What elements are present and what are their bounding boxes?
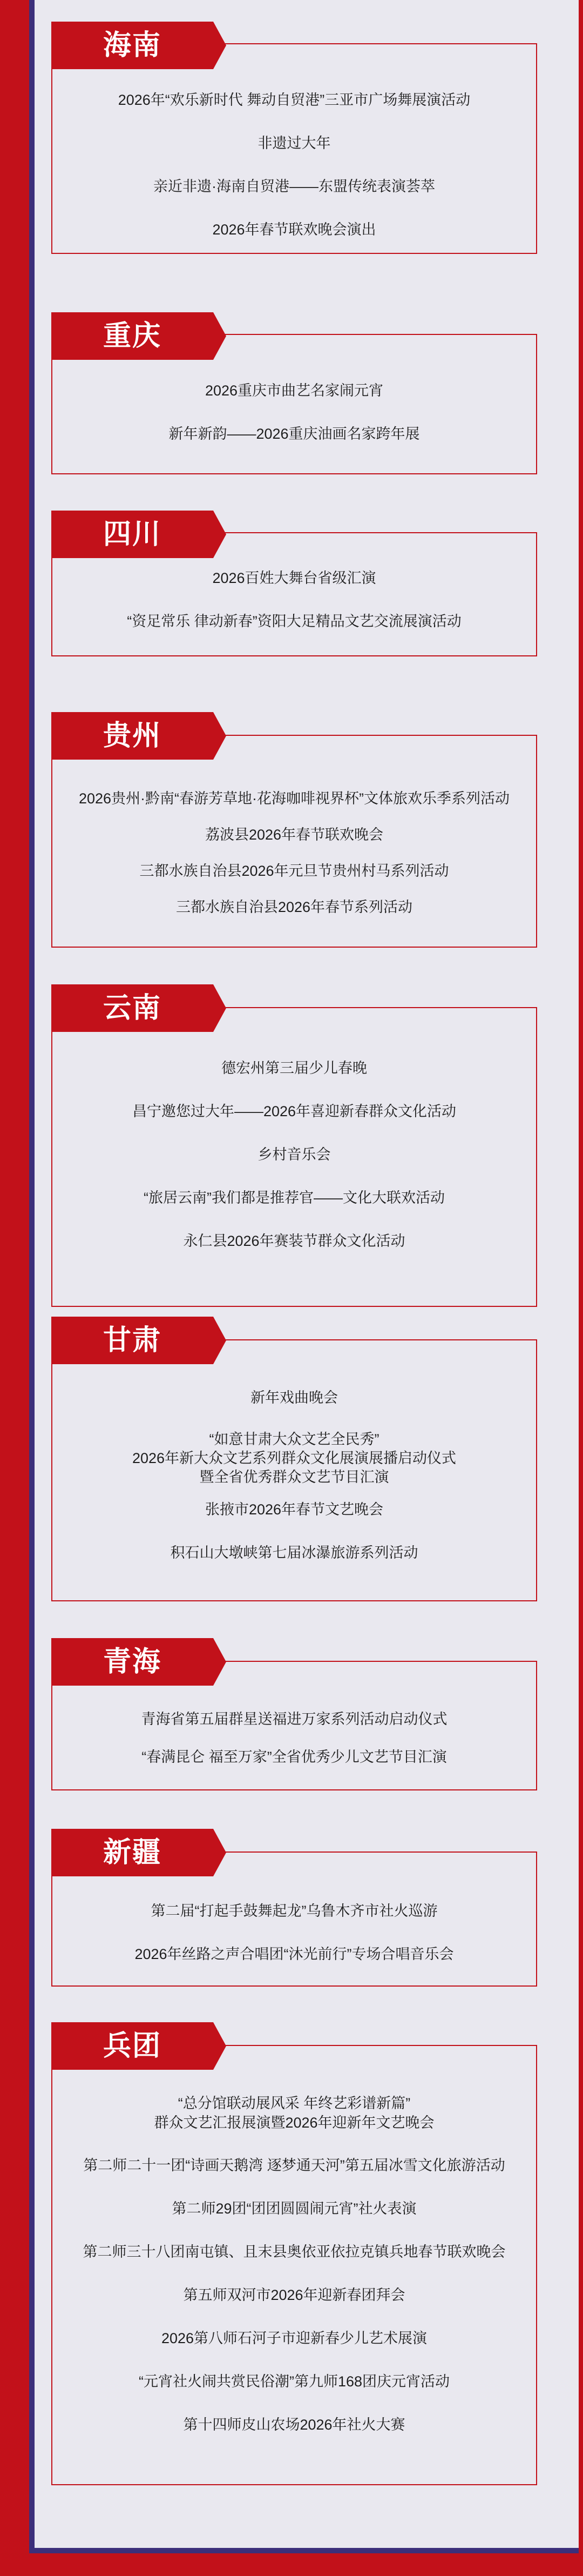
event-item: “旅居云南”我们都是推荐官——文化大联欢活动 xyxy=(144,1190,445,1206)
region-tab-qinghai: 青海 xyxy=(51,1638,213,1686)
event-item: 2026年丝路之声合唱团“沐光前行”专场合唱音乐会 xyxy=(134,1946,454,1962)
region-tab-yunnan: 云南 xyxy=(51,984,213,1032)
event-item: 暨全省优秀群众文艺节目汇演 xyxy=(199,1469,389,1485)
event-item: “总分馆联动展风采 年终艺彩谱新篇” xyxy=(178,2095,411,2111)
region-section-yunnan xyxy=(51,984,537,1307)
region-section-hainan xyxy=(51,22,537,254)
event-item: 永仁县2026年赛装节群众文化活动 xyxy=(183,1233,405,1249)
region-tab-xinjiang: 新疆 xyxy=(51,1829,213,1876)
event-item: 德宏州第三届少儿春晚 xyxy=(221,1060,367,1076)
region-tab-chongqing: 重庆 xyxy=(51,312,213,360)
event-item: 2026年“欢乐新时代 舞动自贸港”三亚市广场舞展演活动 xyxy=(118,92,471,108)
event-item: 乡村音乐会 xyxy=(257,1146,331,1163)
event-item: 第二师29团“团团圆圆闹元宵”社火表演 xyxy=(172,2201,417,2217)
event-item: 积石山大墩峡第七届冰瀑旅游系列活动 xyxy=(170,1545,418,1561)
event-item: 青海省第五届群星送福进万家系列活动启动仪式 xyxy=(141,1711,448,1727)
event-item: 第十四师皮山农场2026年社火大赛 xyxy=(183,2417,405,2433)
region-tab-hainan: 海南 xyxy=(51,22,213,69)
region-section-xinjiang xyxy=(51,1829,537,1987)
region-section-chongqing xyxy=(51,312,537,474)
event-item: “春满昆仑 福至万家”全省优秀少儿文艺节目汇演 xyxy=(141,1749,447,1765)
event-item: 群众文艺汇报展演暨2026年迎新年文艺晚会 xyxy=(154,2115,435,2131)
region-section-gansu xyxy=(51,1317,537,1601)
event-item: 荔波县2026年春节联欢晚会 xyxy=(205,827,384,843)
region-tab-sichuan: 四川 xyxy=(51,511,213,558)
event-item: 三都水族自治县2026年春节系列活动 xyxy=(175,899,413,915)
event-item: 新年新韵——2026重庆油画名家跨年展 xyxy=(168,426,420,442)
event-item: “如意甘肃大众文艺全民秀” xyxy=(209,1431,379,1447)
event-item: 2026年新大众文艺系列群众文化展演展播启动仪式 xyxy=(132,1450,457,1466)
event-item: 三都水族自治县2026年元旦节贵州村马系列活动 xyxy=(139,863,449,879)
event-item: 非遗过大年 xyxy=(257,135,331,151)
event-item: 第二师二十一团“诗画天鹅湾 逐梦通天河”第五届冰雪文化旅游活动 xyxy=(83,2157,505,2174)
event-item: 第五师双河市2026年迎新春团拜会 xyxy=(183,2287,405,2303)
event-item: 2026贵州·黔南“春游芳草地·花海咖啡视界杯”文体旅欢乐季系列活动 xyxy=(78,790,510,807)
region-section-guizhou xyxy=(51,712,537,948)
event-item: 张掖市2026年春节文艺晚会 xyxy=(205,1501,384,1518)
event-item: 2026年春节联欢晚会演出 xyxy=(212,222,376,238)
region-section-sichuan xyxy=(51,511,537,656)
region-tab-guizhou: 贵州 xyxy=(51,712,213,760)
event-item: 2026重庆市曲艺名家闹元宵 xyxy=(205,383,384,399)
region-tab-bingtuan: 兵团 xyxy=(51,2022,213,2070)
event-item: 昌宁邀您过大年——2026年喜迎新春群众文化活动 xyxy=(132,1103,457,1119)
region-section-qinghai xyxy=(51,1638,537,1790)
event-item: 2026第八师石河子市迎新春少儿艺术展演 xyxy=(161,2330,428,2346)
region-section-bingtuan xyxy=(51,2022,537,2485)
event-item: “资足常乐 律动新春”资阳大足精品文艺交流展演活动 xyxy=(127,613,462,629)
event-item: 2026百姓大舞台省级汇演 xyxy=(212,570,376,586)
event-item: 第二届“打起手鼓舞起龙”乌鲁木齐市社火巡游 xyxy=(151,1903,438,1919)
event-item: 新年戏曲晚会 xyxy=(250,1390,338,1406)
event-item: “元宵社火闹共赏民俗潮”第九师168团庆元宵活动 xyxy=(138,2373,450,2390)
event-item: 第二师三十八团南屯镇、且末县奥依亚依拉克镇兵地春节联欢晚会 xyxy=(83,2244,506,2260)
region-tab-gansu: 甘肃 xyxy=(51,1317,213,1364)
event-item: 亲近非遗·海南自贸港——东盟传统表演荟萃 xyxy=(153,178,435,194)
